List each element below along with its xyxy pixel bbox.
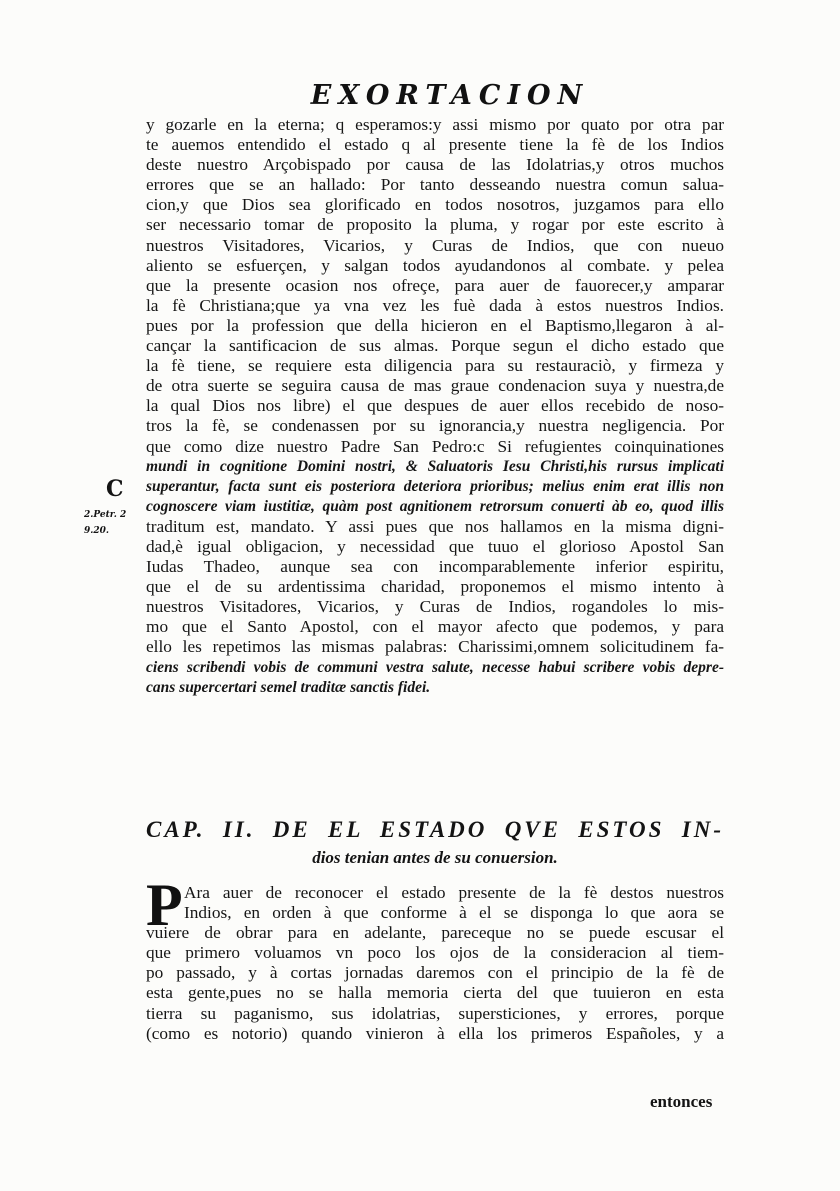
text-line: nuestros Visitadores, Vicarios, y Curas de Indios, rogandoles lo mis- bbox=[146, 597, 724, 617]
text-line: tros la fè, se condenassen por su ignorancia,y nuestra negligencia. Por bbox=[146, 416, 724, 436]
text-line: nuestros Visitadores, Vicarios, y Curas de Indios, que con nueuo bbox=[146, 235, 724, 255]
catchword: entonces bbox=[650, 1092, 713, 1111]
text-line: la fè tiene, se requiere esta diligencia para su restauraciò, y firmeza y bbox=[146, 356, 724, 376]
text-line: la qual Dios nos libre) el que despues de auer ellos recebido de noso- bbox=[146, 396, 724, 416]
marginal-note-letter: C bbox=[106, 476, 124, 502]
drop-cap-initial: P bbox=[146, 872, 183, 938]
text-line: la fè Christiana;que ya vna vez les fuè dada à estos nuestros Indios. bbox=[146, 295, 724, 315]
text-line: errores que se an hallado: Por tanto desseando nuestra comun salua- bbox=[146, 175, 724, 195]
latin-quote-line: mundi in cognitione Domini nostri, & Saluatoris Iesu Christi,his rursus implicati bbox=[146, 457, 724, 475]
text-line: que el de su ardentissima charidad, proponemos el mismo intento à bbox=[146, 577, 724, 597]
latin-quote-line: cans supercertari semel traditæ sanctis fidei. bbox=[146, 678, 431, 696]
chapter-body-text bbox=[146, 883, 724, 1044]
text-line: cançar la santificacion de sus almas. Porque segun el dicho estado que bbox=[146, 336, 724, 356]
text-line: aliento se esfuerçen, y salgan todos ayudandonos al combate. y pelea bbox=[146, 255, 724, 275]
body-text bbox=[146, 115, 724, 698]
marginal-scripture-reference bbox=[84, 507, 126, 539]
text-line: que primero voluamos vn poco los ojos de la consideracion al tiem- bbox=[146, 943, 724, 963]
text-line: te auemos entendido el estado q al presente tiene la fè de los Indios bbox=[146, 135, 724, 155]
text-line: Iudas Thadeo, aunque sea con incomparablemente inferior espiritu, bbox=[146, 557, 724, 577]
text-line: Indios, en orden à que conforme à el se disponga lo que aora se bbox=[184, 903, 724, 923]
text-line: ser necessario tomar de proposito la pluma, y rogar por este escrito à bbox=[146, 215, 724, 235]
latin-quote-line: ciens scribendi vobis de communi vestra salute, necesse habui scribere vobis depre- bbox=[146, 658, 724, 676]
text-line: que como dize nuestro Padre San Pedro:c Si refugientes coinquinationes bbox=[146, 436, 724, 456]
running-title: EXORTACION bbox=[310, 80, 590, 111]
text-line: Ara auer de reconocer el estado presente de la fè destos nuestros bbox=[184, 883, 724, 902]
text-line: tierra su paganismo, sus idolatrias, supersticiones, y errores, porque bbox=[146, 1003, 724, 1023]
text-line: y gozarle en la eterna; q esperamos:y assi mismo por quato por otra par bbox=[146, 115, 724, 134]
text-line: traditum est, mandato. Y assi pues que nos hallamos en la misma digni- bbox=[146, 516, 724, 536]
text-line: esta gente,pues no se halla memoria cierta del que tuuieron en esta bbox=[146, 983, 724, 1003]
marginal-reference-line: 9.20. bbox=[84, 526, 110, 536]
latin-quote-line: cognoscere viam iustitiæ, quàm post agnitionem retrorsum conuerti àb eo, quod illis bbox=[146, 497, 724, 515]
chapter-title: CAP. II. DE EL ESTADO QVE ESTOS IN- bbox=[146, 817, 724, 842]
marginal-reference-line: 2.Petr. 2 bbox=[84, 510, 127, 520]
text-line: vuiere de obrar para en adelante, pareceque no se puede escusar el bbox=[146, 923, 724, 943]
chapter-heading bbox=[146, 815, 724, 871]
latin-quote-line: superantur, facta sunt eis posteriora deteriora prioribus; melius enim erat illis non bbox=[146, 477, 724, 495]
text-line: dad,è igual obligacion, y necessidad que tuuo el glorioso Apostol San bbox=[146, 536, 724, 556]
chapter-subtitle: dios tenian antes de su conuersion. bbox=[312, 848, 558, 867]
text-line: cion,y que Dios sea glorificado en todos nosotros, juzgamos para ello bbox=[146, 195, 724, 215]
text-line: po passado, y à cortas jornadas daremos con el principio de la fè de bbox=[146, 963, 724, 983]
text-line: de otra suerte se seguira causa de mas graue condenacion suya y nuestra,de bbox=[146, 376, 724, 396]
text-line: (como es notorio) quando vinieron à ella los primeros Españoles, y a bbox=[146, 1023, 724, 1043]
text-line: ello les repetimos las mismas palabras: Charissimi,omnem solicitudinem fa- bbox=[146, 637, 724, 657]
text-line: pues por la profession que della hicieron en el Baptismo,llegaron à al- bbox=[146, 315, 724, 335]
text-line: deste nuestro Arçobispado por causa de las Idolatrias,y otros muchos bbox=[146, 155, 724, 175]
text-line: que la presente ocasion nos ofreçe, para auer de fauorecer,y amparar bbox=[146, 275, 724, 295]
text-line: mo que el Santo Apostol, con el mayor afecto que podemos, y para bbox=[146, 617, 724, 637]
